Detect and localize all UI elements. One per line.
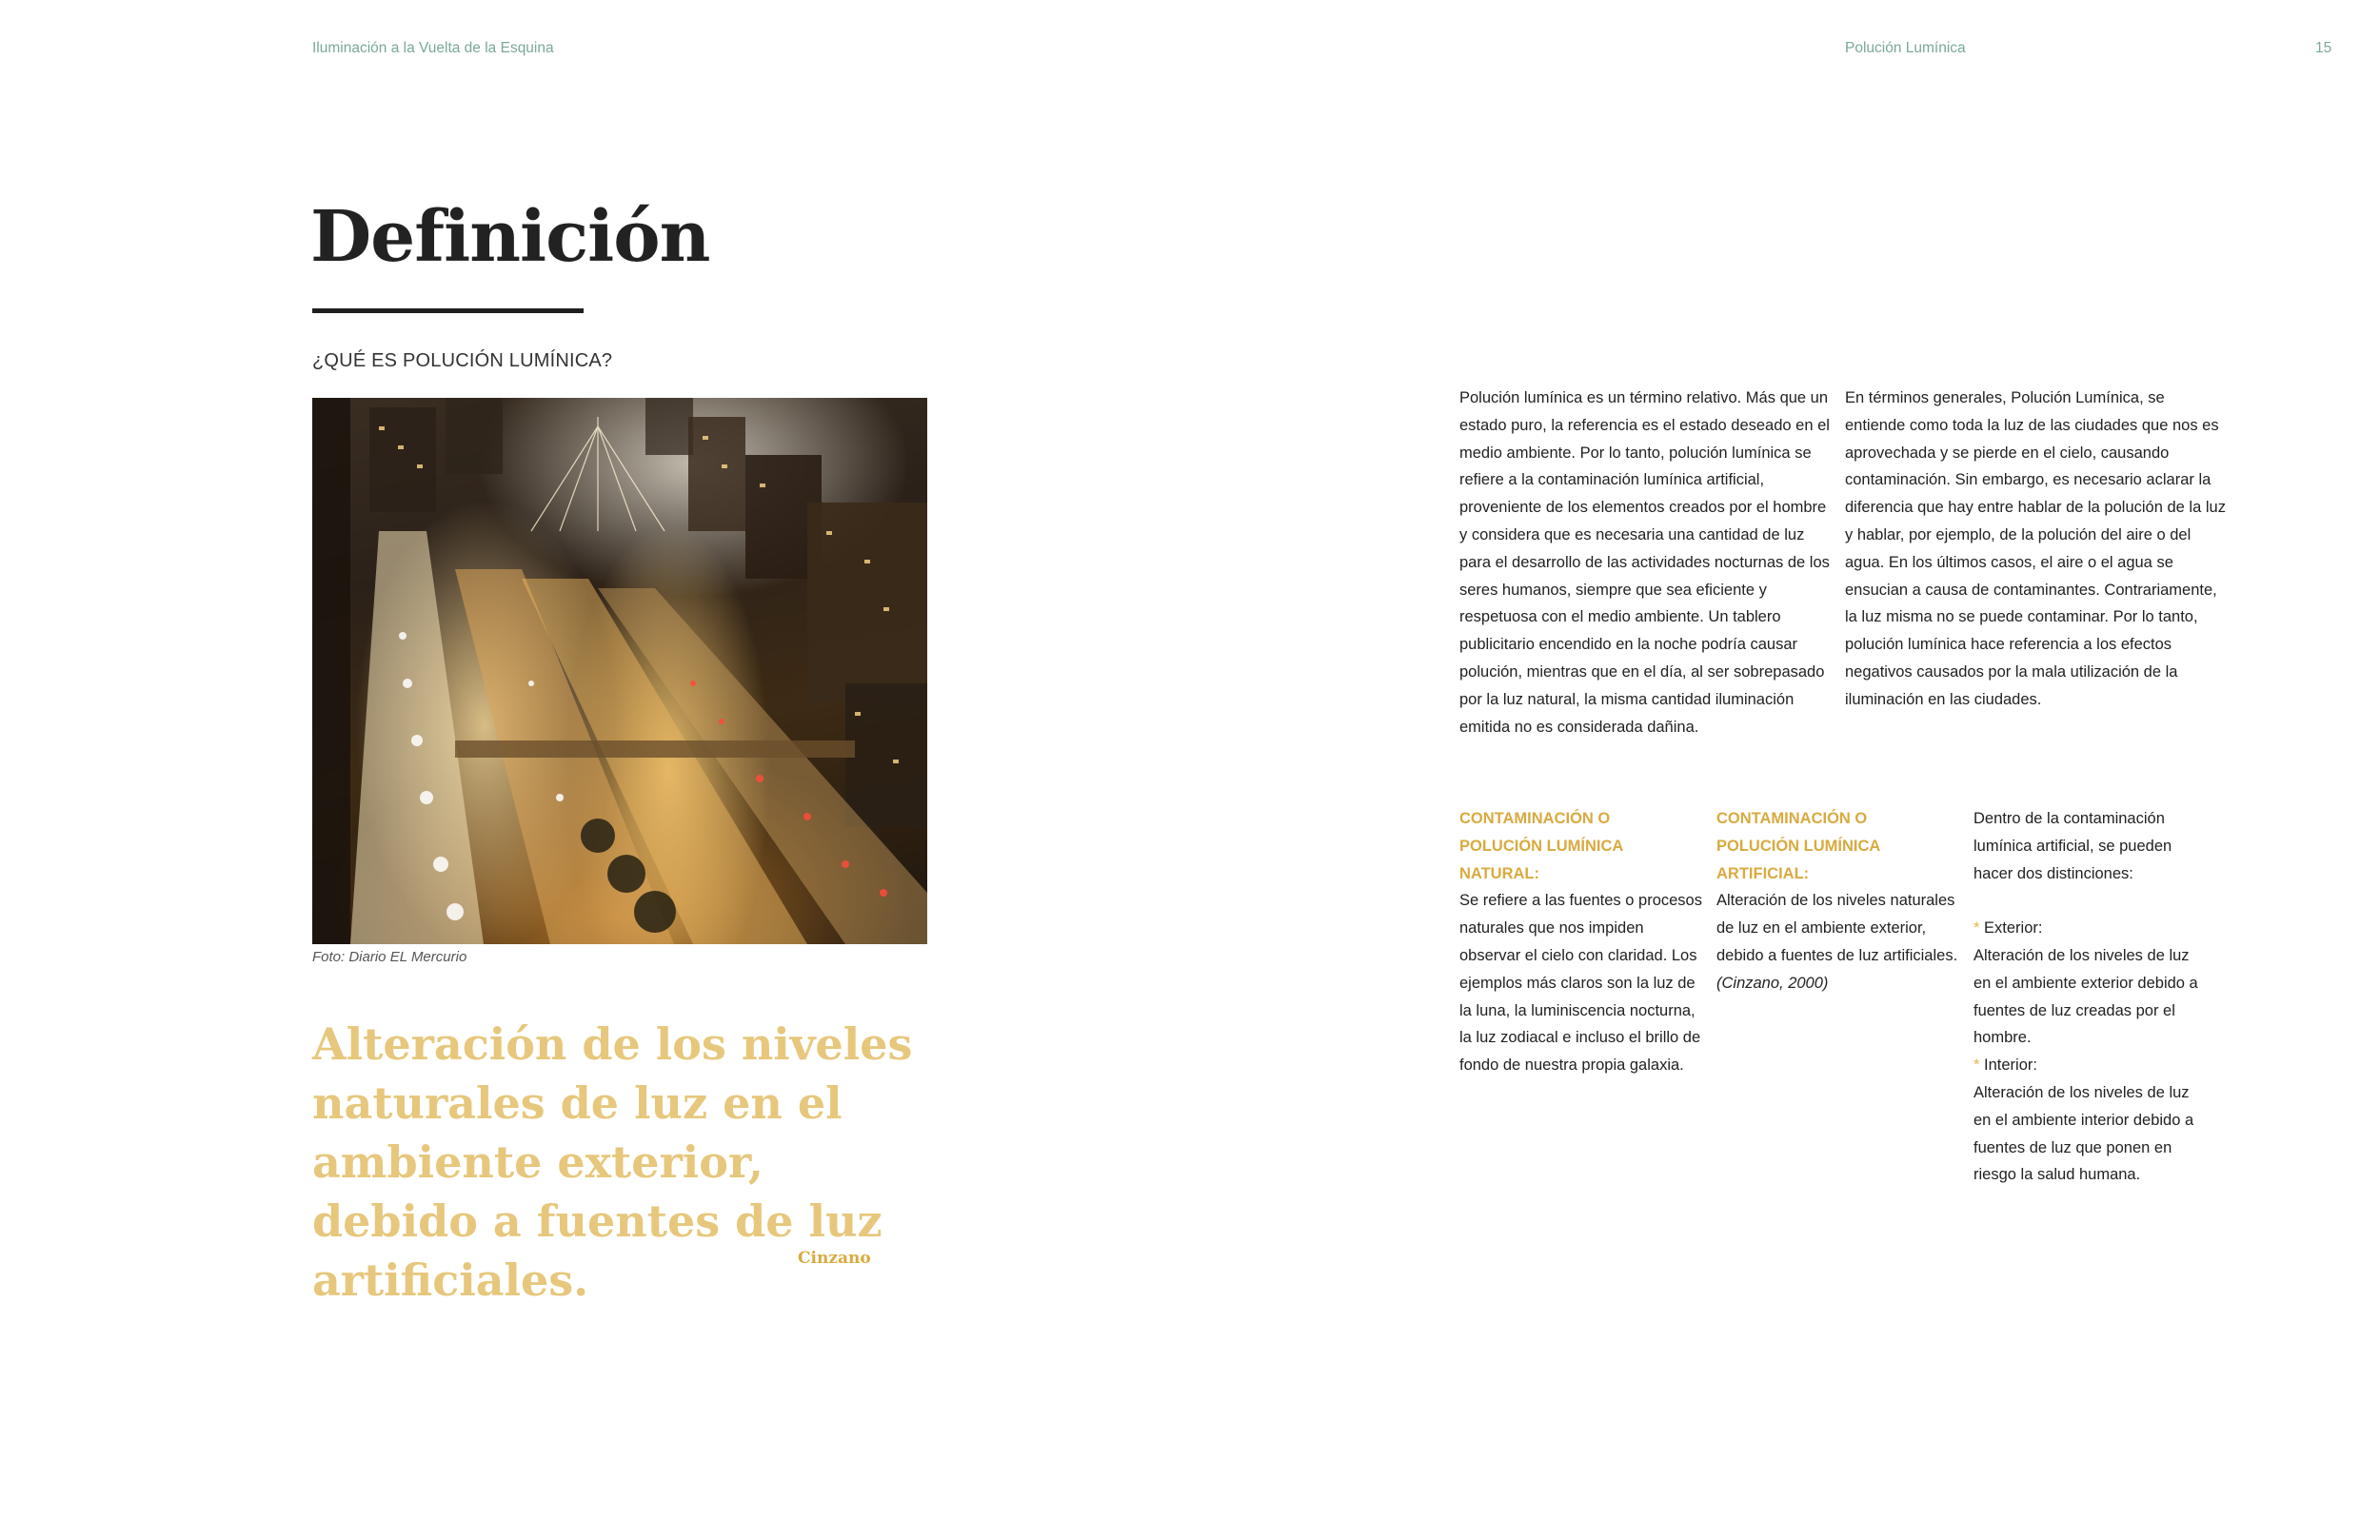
city-night-photo xyxy=(312,398,927,944)
distinction-interior-label: Interior: xyxy=(1984,1056,2037,1075)
definition-artificial xyxy=(1716,805,1966,997)
definition-distinctions xyxy=(1973,805,2207,1189)
distinction-interior-label-line xyxy=(1973,1052,2207,1079)
heading-line: CONTAMINACIÓN O xyxy=(1459,810,1611,827)
definition-natural-text: Se refiere a las fuentes o procesos naturales que nos impiden observar el cielo con claridad. Los ejemplos más claros son la luz de la luna, la luminiscencia nocturna, la luz zodiacal e incluso el brillo de fondo de nuestra propia galaxia. xyxy=(1459,892,1702,1075)
running-header-title: Iluminación a la Vuelta de la Esquina xyxy=(312,40,554,56)
definition-artificial-citation: (Cinzano, 2000) xyxy=(1716,974,1829,992)
distinction-exterior-label-line xyxy=(1973,915,2207,942)
bullet-star-icon: * xyxy=(1973,919,1980,938)
intro-paragraph-right: En términos generales, Polución Lumínica, se entiende como toda la luz de las ciudades que nos es aprovechada y se pierde en el cielo, causando contaminación. Sin embargo, es necesario aclarar la diferencia que hay entre hablar de la polución de la luz y hablar, por ejemplo, de la polución del aire o del agua. En los últimos casos, el aire o el agua se ensucian a causa de contaminantes. Contrariamente, la luz misma no se puede contaminar. Por lo tanto, polución lumínica hace referencia a los efectos negativos causados por la mala utilización de la iluminación en las ciudades. xyxy=(1845,389,2226,708)
page-title: Definición xyxy=(310,196,710,278)
distinctions-intro: Dentro de la contaminación lumínica artificial, se pueden hacer dos distinciones: xyxy=(1973,810,2172,882)
distinction-interior-text: Alteración de los niveles de luz en el ambiente interior debido a fuentes de luz que ponen en riesgo la salud humana. xyxy=(1973,1083,2194,1184)
definition-artificial-heading xyxy=(1716,805,1966,887)
definition-natural-heading xyxy=(1459,805,1709,887)
title-underline xyxy=(312,308,584,313)
intro-paragraph-left: Polución lumínica es un término relativo. Más que un estado puro, la referencia es el estado deseado en el medio ambiente. Por lo tanto, polución lumínica se refiere a la contaminación lumínica artificial, proveniente de los elementos creados por el hombre y considera que es necesaria una cantidad de luz para el desarrollo de las actividades nocturnas de los seres humanos, siempre que sea eficiente y respetuosa con el medio ambiente. Un tablero publicitario encendido en la noche podría causar polución, mientras que en el día, al ser sobrepasado por la luz natural, la misma cantidad iluminación emitida no es considerada dañina. xyxy=(1459,389,1830,736)
distinction-exterior-text: Alteración de los niveles de luz en el ambiente exterior debido a fuentes de luz creadas por el hombre. xyxy=(1973,946,2198,1047)
spacer xyxy=(1973,887,2207,915)
bullet-star-icon: * xyxy=(1973,1056,1980,1075)
definition-artificial-text: Alteración de los niveles naturales de luz en el ambiente exterior, debido a fuentes de luz artificiales. xyxy=(1716,892,1958,964)
photo-illustration xyxy=(312,398,927,944)
heading-line: POLUCIÓN LUMÍNICA xyxy=(1716,837,1881,855)
heading-line: CONTAMINACIÓN O xyxy=(1716,810,1868,827)
heading-line: ARTIFICIAL: xyxy=(1716,864,1810,882)
heading-line: POLUCIÓN LUMÍNICA xyxy=(1459,837,1624,855)
distinction-exterior-label: Exterior: xyxy=(1984,919,2043,938)
definition-natural xyxy=(1459,805,1709,1079)
pull-quote: Alteración de los niveles naturales de luz en el ambiente exterior, debido a fuentes de luz artificiales. xyxy=(312,1018,913,1306)
section-subtitle: ¿QUÉ ES POLUCIÓN LUMÍNICA? xyxy=(312,350,613,371)
photo-credit: Foto: Diario EL Mercurio xyxy=(312,949,467,965)
heading-line: NATURAL: xyxy=(1459,864,1540,882)
running-header-section: Polución Lumínica xyxy=(1845,40,1966,56)
page-number: 15 xyxy=(2315,40,2332,56)
pull-quote-source: Cinzano xyxy=(798,1249,871,1268)
